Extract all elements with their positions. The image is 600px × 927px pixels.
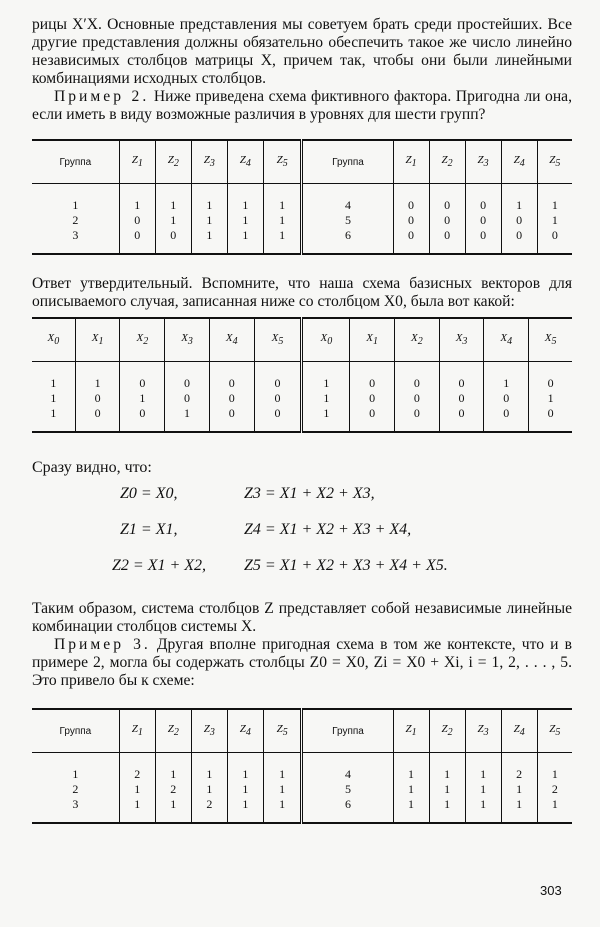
table-cell: 0 (254, 391, 302, 406)
table1-header-5: $Z_5$ (263, 140, 302, 184)
table-cell: 1 (72, 767, 79, 781)
table-cell: 2 (155, 782, 191, 797)
table-cell: 1 (191, 782, 227, 797)
table-cell: 0 (120, 362, 165, 392)
table-cell: 1 (263, 797, 302, 823)
table-cell: 0 (394, 362, 439, 392)
table-cell: 1 (393, 753, 429, 783)
table-cell: 0 (165, 362, 210, 392)
table3-header-9: $Z_3$ (465, 709, 501, 753)
table-cell: 1 (227, 213, 263, 228)
table-cell: 1 (191, 213, 227, 228)
table-cell: 1 (227, 782, 263, 797)
table-row (32, 782, 572, 797)
table-cell: 1 (155, 753, 191, 783)
table-cell: 1 (537, 213, 572, 228)
table-cell: 1 (429, 753, 465, 783)
table-cell: 0 (120, 406, 165, 432)
table3-header-8: $Z_2$ (429, 709, 465, 753)
table-cell: 0 (439, 406, 484, 432)
table-cell: 1 (263, 213, 302, 228)
table-row (32, 228, 572, 254)
table-cell: 1 (501, 797, 537, 823)
table-cell: 0 (484, 406, 529, 432)
table-cell: 0 (394, 406, 439, 432)
table-cell: 1 (393, 797, 429, 823)
paragraph-intro: рицы X′X. Основные представления мы советуем брать среди простейших. Все другие представления должны обязательно обеспечить такое же число линейно независимых столбцов матрицы X, причем так, чтобы они были линейными комбинациями исходных столбцов. (32, 16, 572, 87)
table-cell: 0 (429, 213, 465, 228)
table-cell: 1 (120, 391, 165, 406)
table-row (32, 797, 572, 823)
table-cell: 1 (263, 228, 302, 254)
table2-header-9: $X_3$ (439, 318, 484, 362)
table-cell: 3 (32, 228, 119, 254)
table-cell: 1 (302, 391, 350, 406)
table-cell: 1 (302, 362, 350, 392)
table-cell: 1 (50, 376, 57, 390)
table-cell: 1 (263, 184, 302, 214)
table-cell: 6 (302, 797, 393, 823)
table3-header-5: $Z_5$ (263, 709, 302, 753)
table-cell: 0 (529, 406, 572, 432)
table-cell: 1 (72, 198, 79, 212)
equations-block (32, 485, 572, 590)
table1-header-3: $Z_3$ (191, 140, 227, 184)
table-cell: 5 (302, 782, 393, 797)
table-cell: 1 (227, 797, 263, 823)
table-cell: 1 (429, 782, 465, 797)
table3-header-4: $Z_4$ (227, 709, 263, 753)
table-cell: 0 (465, 184, 501, 214)
table-cell: 0 (394, 391, 439, 406)
table-cell: 5 (302, 213, 393, 228)
table-cell: 0 (209, 406, 254, 432)
table-cell: 2 (501, 753, 537, 783)
table-cell: 1 (75, 362, 120, 392)
table-row (32, 184, 572, 214)
table-cell: 1 (465, 753, 501, 783)
table-cell: 1 (155, 797, 191, 823)
table1-header-1: $Z_1$ (119, 140, 155, 184)
table-cell: 2 (72, 782, 79, 796)
table-cell: 0 (393, 213, 429, 228)
alternative-scheme-table (32, 708, 572, 824)
table-cell: 0 (119, 228, 155, 254)
table-cell: 1 (165, 406, 210, 432)
table2-header-10: $X_4$ (484, 318, 529, 362)
equation-z1: Z1 = X1, (120, 521, 178, 538)
table-cell: 0 (350, 362, 395, 392)
equation-z4: Z4 = X1 + X2 + X3 + X4, (244, 521, 412, 538)
table-cell: 1 (119, 797, 155, 823)
example-3-text: Другая вполне пригодная схема в том же контексте, что и в примере 2, могла бы содержать столбцы Z0 = X0, Zi = X0 + Xi, i = 1, 2, . . . , 5. Это привело бы к схеме: (32, 636, 572, 689)
table-cell: 0 (429, 228, 465, 254)
table-cell: 0 (350, 391, 395, 406)
equation-z5: Z5 = X1 + X2 + X3 + X4 + X5. (244, 557, 448, 574)
table1-header-9: $Z_3$ (465, 140, 501, 184)
table3-header-7: $Z_1$ (393, 709, 429, 753)
table1-header-7: $Z_1$ (393, 140, 429, 184)
table-cell: 1 (302, 406, 350, 432)
table-cell: 2 (191, 797, 227, 823)
table-cell: 1 (227, 184, 263, 214)
example-3-paragraph (32, 636, 572, 690)
table-cell: 1 (227, 753, 263, 783)
example-2-paragraph (32, 88, 572, 124)
table-cell: 0 (501, 228, 537, 254)
page-content (32, 16, 572, 824)
table1-header-8: $Z_2$ (429, 140, 465, 184)
table-cell: 1 (263, 753, 302, 783)
table-cell: 2 (119, 753, 155, 783)
table3-header-11: $Z_5$ (537, 709, 572, 753)
table-cell: 1 (191, 228, 227, 254)
table2-header-1: $X_1$ (75, 318, 120, 362)
table-cell: 1 (501, 782, 537, 797)
table-cell: 1 (393, 782, 429, 797)
table2-header-0: $X_0$ (32, 318, 75, 362)
table-cell: 1 (465, 797, 501, 823)
table-cell: 0 (501, 213, 537, 228)
table-cell: 0 (75, 391, 120, 406)
paragraph-observation: Сразу видно, что: (32, 459, 152, 476)
table3-header-0: Группа (32, 709, 119, 753)
table-row (32, 406, 572, 432)
table-cell: 0 (529, 362, 572, 392)
paragraph-conclusion: Таким образом, система столбцов Z представляет собой независимые линейные комбинации столбцов системы X. (32, 600, 572, 635)
table1-header-11: $Z_5$ (537, 140, 572, 184)
table-cell: 1 (191, 753, 227, 783)
table-cell: 1 (484, 362, 529, 392)
page-number: 303 (540, 883, 562, 898)
table1-header-2: $Z_2$ (155, 140, 191, 184)
table2-header-6: $X_0$ (302, 318, 350, 362)
table3-header-10: $Z_4$ (501, 709, 537, 753)
table-cell: 1 (501, 184, 537, 214)
table-cell: 0 (155, 228, 191, 254)
table2-header-11: $X_5$ (529, 318, 572, 362)
table-row (32, 362, 572, 392)
equation-z0: Z0 = X0, (120, 485, 178, 502)
table-cell: 0 (75, 406, 120, 432)
table-cell: 2 (537, 782, 572, 797)
equation-z2: Z2 = X1 + X2, (112, 557, 207, 574)
table-cell: 1 (465, 782, 501, 797)
table-cell: 1 (529, 391, 572, 406)
table-cell: 0 (350, 406, 395, 432)
table-cell: 0 (537, 228, 572, 254)
table-cell: 0 (439, 362, 484, 392)
table-cell: 0 (439, 391, 484, 406)
table2-header-3: $X_3$ (165, 318, 210, 362)
table-cell: 1 (32, 406, 75, 432)
paragraph-answer: Ответ утвердительный. Вспомните, что наша схема базисных векторов для описываемого случая, записанная ниже со столбцом X0, была вот какой: (32, 275, 572, 310)
table3-header-3: $Z_3$ (191, 709, 227, 753)
table3-header-2: $Z_2$ (155, 709, 191, 753)
table-cell: 1 (227, 228, 263, 254)
table-cell: 0 (465, 213, 501, 228)
table-cell: 1 (537, 753, 572, 783)
table-cell: 0 (209, 362, 254, 392)
table-cell: 0 (393, 228, 429, 254)
table-cell: 1 (429, 797, 465, 823)
table-cell: 1 (155, 213, 191, 228)
table-cell: 0 (165, 391, 210, 406)
table-cell: 0 (254, 362, 302, 392)
table-cell: 1 (263, 782, 302, 797)
example-2-label: Пример 2. (54, 88, 150, 105)
table3-header-1: $Z_1$ (119, 709, 155, 753)
basis-vectors-table (32, 317, 572, 433)
table1-header-10: $Z_4$ (501, 140, 537, 184)
table-cell: 4 (302, 184, 393, 214)
table-cell: 0 (484, 391, 529, 406)
table-cell: 0 (254, 406, 302, 432)
table2-header-4: $X_4$ (209, 318, 254, 362)
table-cell: 1 (537, 184, 572, 214)
table1-header-0: Группа (32, 140, 119, 184)
example-3-label: Пример 3. (54, 636, 151, 653)
table-cell: 1 (50, 391, 57, 405)
table1-header-4: $Z_4$ (227, 140, 263, 184)
table-row (32, 391, 572, 406)
table-cell: 0 (119, 213, 155, 228)
table2-header-2: $X_2$ (120, 318, 165, 362)
table-cell: 0 (465, 228, 501, 254)
table-cell: 0 (429, 184, 465, 214)
equation-z3: Z3 = X1 + X2 + X3, (244, 485, 375, 502)
table-cell: 4 (302, 753, 393, 783)
table-cell: 1 (191, 184, 227, 214)
table2-header-8: $X_2$ (394, 318, 439, 362)
table-cell: 1 (119, 782, 155, 797)
table-row (32, 753, 572, 783)
table-cell: 1 (155, 184, 191, 214)
table2-header-5: $X_5$ (254, 318, 302, 362)
table3-header-6: Группа (302, 709, 393, 753)
table-cell: 0 (209, 391, 254, 406)
table-cell: 6 (302, 228, 393, 254)
table-row (32, 213, 572, 228)
table-cell: 1 (537, 797, 572, 823)
table-cell: 2 (72, 213, 79, 227)
table1-header-6: Группа (302, 140, 393, 184)
example-2-text: Ниже приведена схема фиктивного фактора. Пригодна ли она, если иметь в виду возможные различия в уровнях для шести групп? (32, 88, 572, 123)
table-cell: 1 (119, 184, 155, 214)
table2-header-7: $X_1$ (350, 318, 395, 362)
dummy-factor-table (32, 139, 572, 255)
table-cell: 0 (393, 184, 429, 214)
table-cell: 3 (32, 797, 119, 823)
